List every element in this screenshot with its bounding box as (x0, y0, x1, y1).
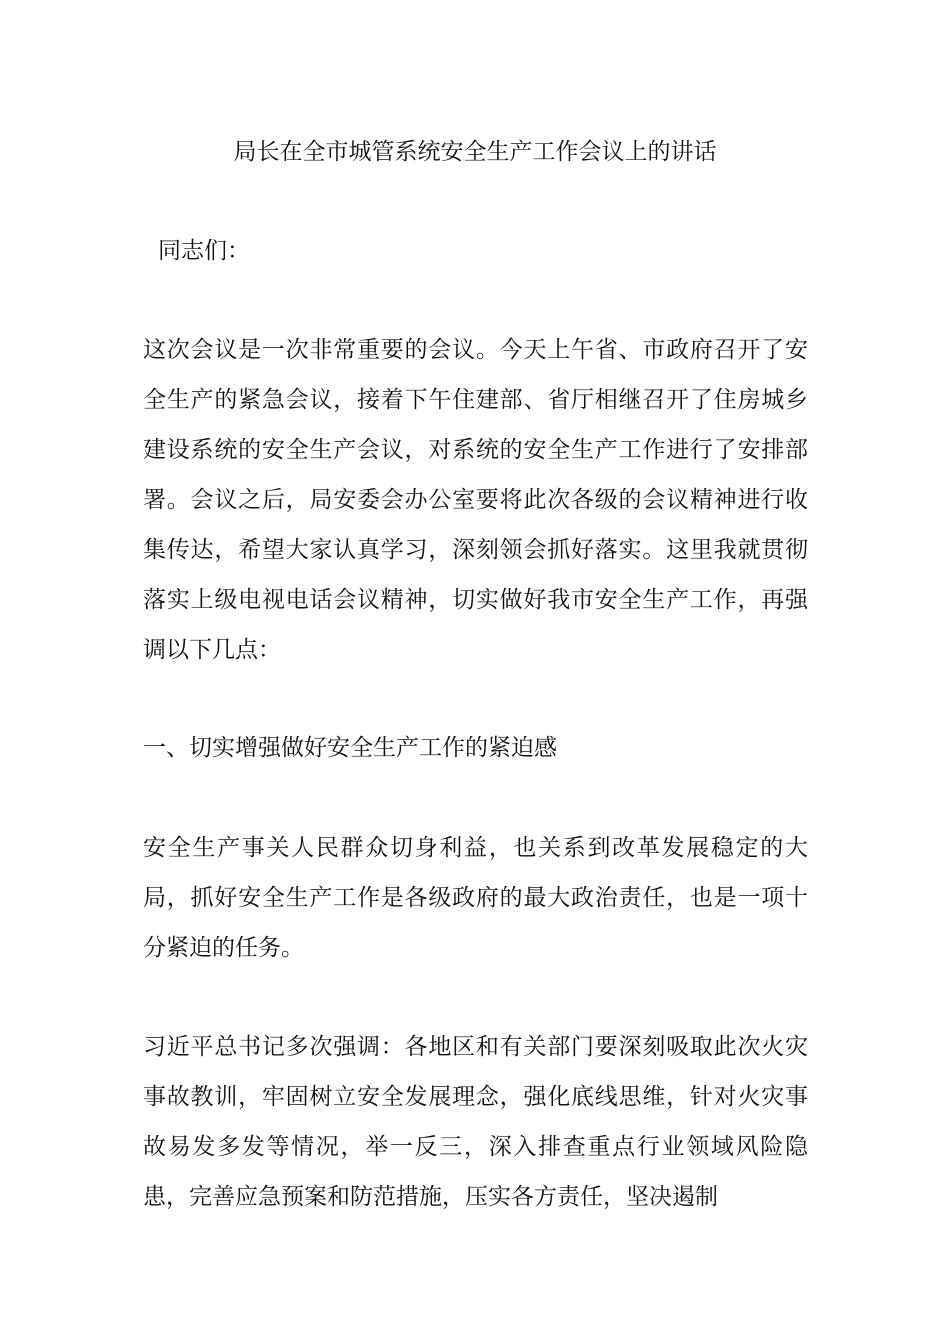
paragraph-xi-quote: 习近平总书记多次强调：各地区和有关部门要深刻吸取此次火灾事故教训，牢固树立安全发展理念，强化底线思维，针对火灾事故易发多发等情况，举一反三，深入排查重点行业领域风险隐患，完善应急预案和防范措施，压实各方责任，坚决遏制 (143, 1034, 808, 1210)
salutation: 同志们： (158, 238, 250, 264)
document-title: 局长在全市城管系统安全生产工作会议上的讲话 (233, 139, 717, 165)
section-heading-1: 一、切实增强做好安全生产工作的紧迫感 (143, 735, 557, 761)
paragraph-safety-importance: 安全生产事关人民群众切身利益，也关系到改革发展稳定的大局，抓好安全生产工作是各级政府的最大政治责任，也是一项十分紧迫的任务。 (143, 835, 808, 961)
paragraph-intro: 这次会议是一次非常重要的会议。今天上午省、市政府召开了安全生产的紧急会议，接着下午住建部、省厅相继召开了住房城乡建设系统的安全生产会议，对系统的安全生产工作进行了安排部署。会议之后，局安委会办公室要将此次各级的会议精神进行收集传达，希望大家认真学习，深刻领会抓好落实。这里我就贯彻落实上级电视电话会议精神，切实做好我市安全生产工作，再强调以下几点： (143, 337, 808, 663)
